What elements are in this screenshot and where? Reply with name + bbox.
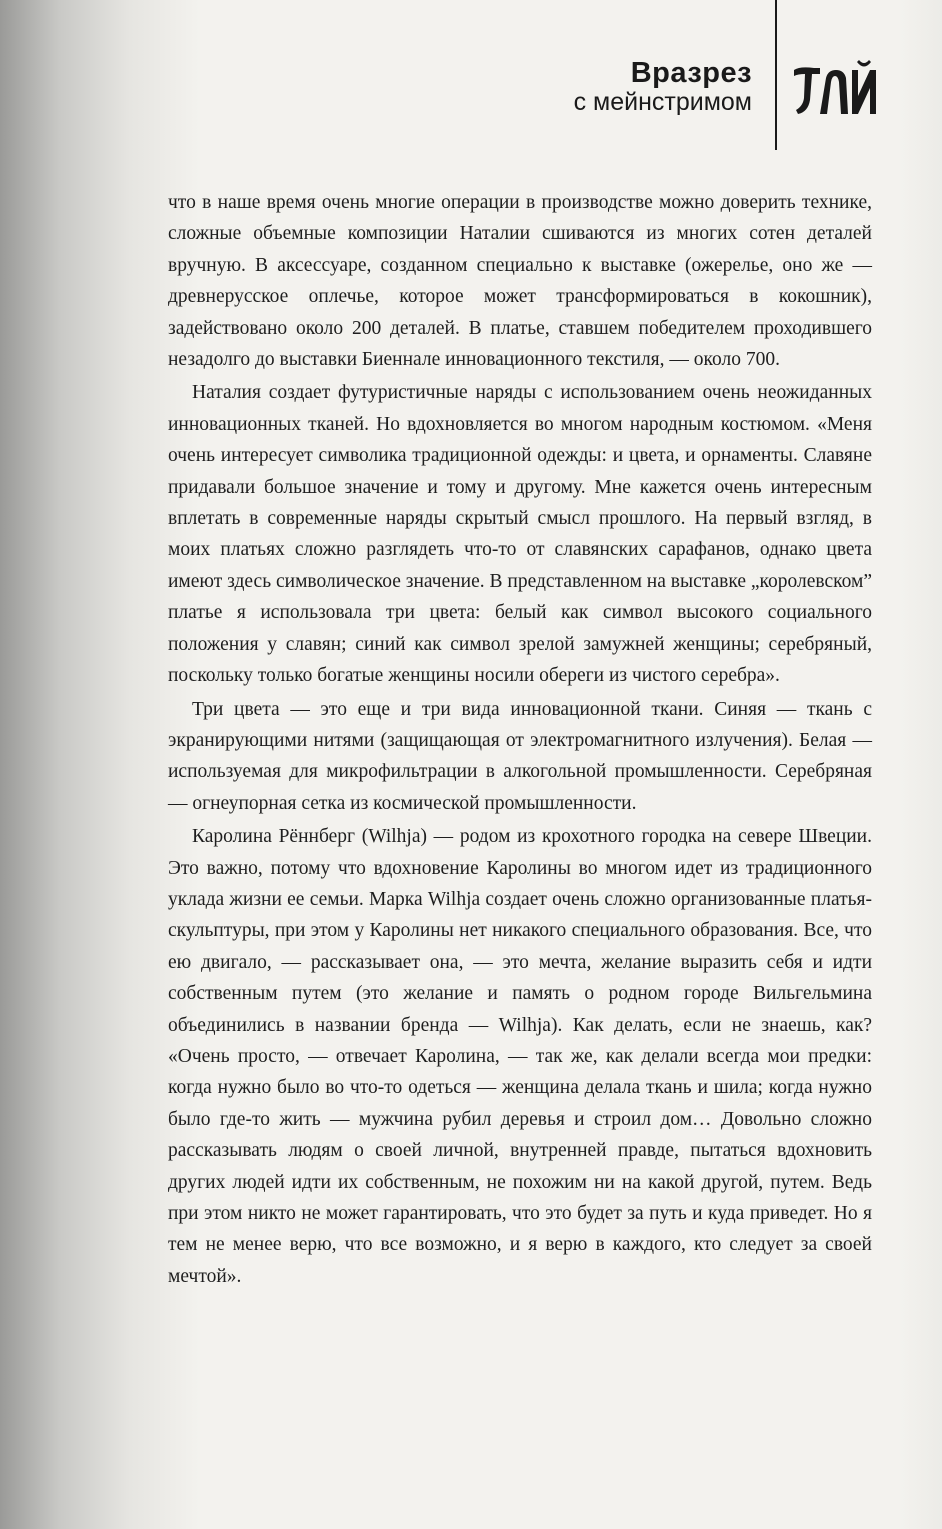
paragraph-continued: что в наше время очень многие операции в производстве можно доверить технике, сложные объемные композиции Наталии сшиваются из многих сотен деталей вручную. В аксессуаре, созданном специально к выставке (ожерелье, оно же — древнерусское оплечье, которое может трансформироваться в кокошник), задействовано около 200 деталей. В платье, ставшем победителем проходившего незадолго до выставки Биеннале инновационного текстиля, — около 700. [168,192,872,371]
running-header [574,58,752,116]
header-divider [775,0,777,150]
paragraph: Каролина Рённберг (Wilhja) — родом из крохотного городка на севере Швеции. Это важно, потому что вдохновение Каролины во многом идет из традиционного уклада жизни ее семьи. Марка Wilhja создает очень сложно организованные платья-скульптуры, при этом у Каролины нет никакого специального образования. Все, что ею двигало, — рассказывает она, — это мечта, желание выразить себя и идти собственным путем (это желание и память о родном городе Вильгельмина объединились в названии бренда — Wilhja). Как делать, если не знаешь, как? «Очень просто, — отвечает Каролина, — так же, как делали всегда мои предки: когда нужно было во что-то одеться — женщина делала ткань и шила; когда нужно было где-то жить — мужчина рубил деревья и строил дом… Довольно сложно рассказывать людям о своей личной, внутренней правде, пытаться вдохновить других людей идти их собственным, не похожим ни на какой другой, путем. Ведь при этом никто не может гарантировать, что это будет за путь и куда приведет. Но я тем не менее верю, что все возможно, и я верю в каждого, кто следует за своей мечтой». [168,826,872,1287]
paragraph: Три цвета — это еще и три вида инновационной ткани. Синяя — ткань с экранирующими нитями (защищающая от электромагнитного излучения). Белая — используемая для микрофильтрации в алкогольной промышленности. Серебряная — огнеупорная сетка из космической промышленности. [168,698,872,814]
article-body [168,187,872,1292]
header-subtitle: с мейнстримом [573,88,752,116]
paragraph: Наталия создает футуристичные наряды с использованием очень неожиданных инновационных тканей. Но вдохновляется во многом народным костюмом. «Меня очень интересует символика традиционной одежды: и цвета, и орнаменты. Славяне придавали большое значение и тому и другому. Мне кажется очень интересным вплетать в современные наряды скрытый смысл прошлого. На первый взгляд, в моих платьях сложно разглядеть что-то от славянских сарафанов, однако цвета имеют здесь символическое значение. В представленном на выставке „королевском” платье я использовала три цвета: белый как символ высокого социального положения у славян; синий как символ зрелой замужней женщины; серебряный, поскольку только богатые женщины носили обереги из чистого серебра». [168,382,872,687]
journal-logo-icon [790,56,882,120]
header-title: Вразрез [630,57,752,89]
